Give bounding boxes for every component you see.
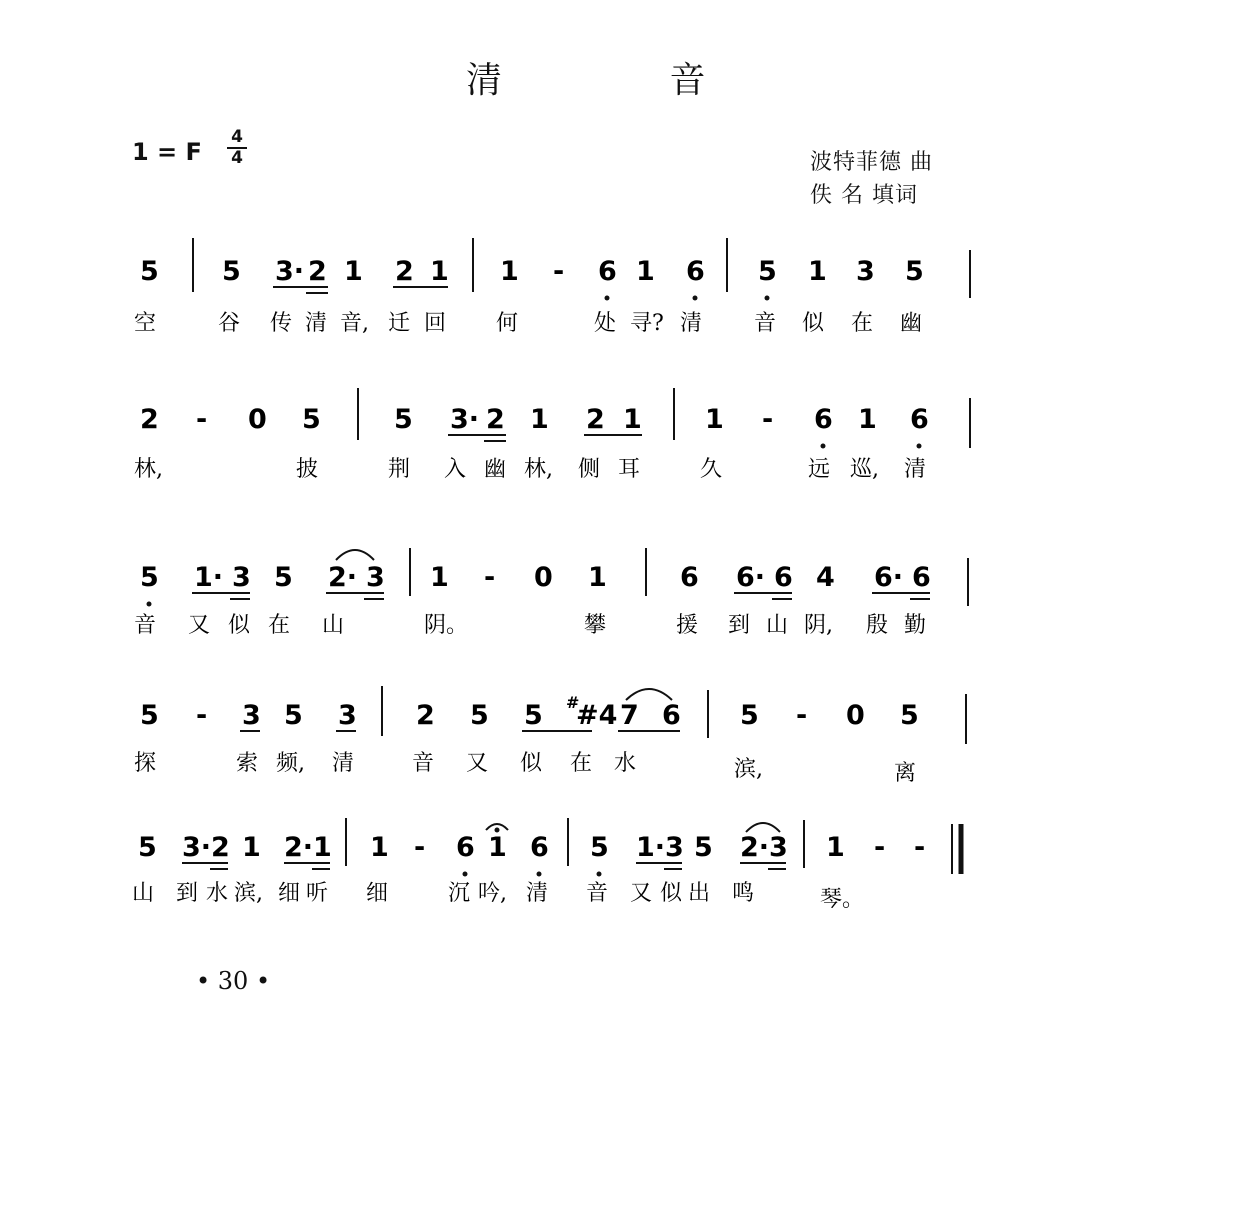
note: 5 <box>758 256 777 287</box>
note: 1 <box>623 404 642 435</box>
note: 5 <box>694 832 713 863</box>
note: 1 <box>430 562 449 593</box>
note: 3 <box>338 700 357 731</box>
note: 5 <box>905 256 924 287</box>
lyric: 阴, <box>804 613 833 638</box>
note: 1 <box>858 404 877 435</box>
note: 2·1 <box>284 832 332 863</box>
note: 3 <box>232 562 251 593</box>
note: 6 <box>598 256 617 287</box>
note: 3· <box>275 256 305 287</box>
lyric: 音, <box>340 311 369 336</box>
lyric: 音 <box>586 881 609 906</box>
lyric: 幽 <box>900 311 923 336</box>
note: 2 <box>586 404 605 435</box>
note: 3 <box>242 700 261 731</box>
note: - <box>196 700 208 731</box>
note: 5 <box>394 404 413 435</box>
lyric: 在 <box>570 751 593 776</box>
low-octave-dot <box>821 444 826 449</box>
lyric: 清 <box>904 457 927 482</box>
lyric: 回 <box>424 311 447 336</box>
low-octave-dot <box>597 872 602 877</box>
note: 6 <box>912 562 931 593</box>
note: 3 <box>366 562 385 593</box>
lyric: 琴。 <box>820 887 865 912</box>
note: 1· <box>194 562 224 593</box>
key-signature: 1 = F <box>132 138 202 166</box>
note: 1 <box>826 832 845 863</box>
note: 1 <box>344 256 363 287</box>
lyric: 勤 <box>904 613 927 638</box>
note: 1 <box>530 404 549 435</box>
note: 1 <box>488 832 507 863</box>
lyric: 沉 <box>448 881 471 906</box>
note: 6· <box>736 562 766 593</box>
note: 5 <box>900 700 919 731</box>
note: 1 <box>588 562 607 593</box>
note: 7 <box>620 700 639 731</box>
note: 1·3 <box>636 832 684 863</box>
low-octave-dot <box>463 872 468 877</box>
note: 1 <box>500 256 519 287</box>
lyric: 何 <box>496 311 519 336</box>
lyric: 鸣 <box>732 881 755 906</box>
slur <box>626 689 672 700</box>
lyric: 在 <box>268 613 291 638</box>
lyric: 处 <box>594 311 617 336</box>
note: 0 <box>534 562 553 593</box>
lyric: 入 <box>444 457 467 482</box>
composer-credit: 波特菲德 曲 <box>810 150 933 175</box>
lyric: 频, <box>276 751 305 776</box>
low-octave-dot <box>917 444 922 449</box>
song-title: 清 音 <box>466 60 784 101</box>
lyric: 久 <box>700 457 723 482</box>
lyric: 远 <box>808 457 831 482</box>
lyric: 又 <box>466 751 489 776</box>
note: - <box>796 700 808 731</box>
note: 6 <box>774 562 793 593</box>
lyric: 林, <box>524 457 553 482</box>
score-row-1 <box>134 238 970 336</box>
lyric: 细 <box>366 881 389 906</box>
lyric: 到 <box>176 881 199 906</box>
note: 5 <box>138 832 157 863</box>
note: 5 <box>140 256 159 287</box>
lyric: 索 <box>236 751 259 776</box>
low-octave-dot <box>765 296 770 301</box>
note: 5 <box>222 256 241 287</box>
high-octave-dot <box>495 828 500 833</box>
note: - <box>414 832 426 863</box>
lyric: 清 <box>305 311 328 336</box>
lyric: 水 <box>206 881 229 906</box>
lyric: 荆 <box>388 457 411 482</box>
lyric: 又 <box>188 613 211 638</box>
note: 6 <box>686 256 705 287</box>
note: 1 <box>636 256 655 287</box>
note: 5 <box>274 562 293 593</box>
time-signature-top: 4 <box>231 127 243 147</box>
lyric: 清 <box>332 751 355 776</box>
lyric: 山 <box>322 613 345 638</box>
note: 5 <box>140 562 159 593</box>
score-row-2 <box>134 388 970 482</box>
lyric: 似 <box>660 881 683 906</box>
lyric: 谷 <box>218 311 241 336</box>
note: 1 <box>430 256 449 287</box>
lyric: 又 <box>630 881 653 906</box>
note: 2 <box>395 256 414 287</box>
time-signature-bottom: 4 <box>231 148 243 168</box>
lyric: 到 <box>728 613 751 638</box>
lyric: 空 <box>134 311 157 336</box>
slur <box>746 823 780 832</box>
lyric: 幽 <box>484 457 507 482</box>
lyric: 殷 <box>866 613 889 638</box>
slur <box>336 550 374 560</box>
score-row-3 <box>134 548 968 638</box>
note: 5 <box>590 832 609 863</box>
note: 5 <box>140 700 159 731</box>
lyric: 披 <box>296 457 319 482</box>
note: 1 <box>705 404 724 435</box>
note: - <box>196 404 208 435</box>
note: 6 <box>910 404 929 435</box>
lyric: 耳 <box>618 457 641 482</box>
lyric: 探 <box>134 751 157 776</box>
lyric: 山 <box>132 881 155 906</box>
note: 6 <box>680 562 699 593</box>
note: 2 <box>416 700 435 731</box>
lyric: 清 <box>680 311 703 336</box>
page-number: • 30 • <box>196 967 271 995</box>
lyric: 林, <box>134 457 163 482</box>
note: 6 <box>662 700 681 731</box>
lyric: 水 <box>614 751 637 776</box>
lyric: 迁 <box>388 311 411 336</box>
lyric: 滨, <box>734 757 763 782</box>
lyric: 援 <box>676 613 699 638</box>
low-octave-dot <box>537 872 542 877</box>
note: - <box>484 562 496 593</box>
score-row-4 <box>134 686 966 786</box>
lyric: 寻? <box>630 311 664 336</box>
lyric: 音 <box>754 311 777 336</box>
lyric: 似 <box>520 751 543 776</box>
lyric: 细 <box>278 881 301 906</box>
sharp-sign: # <box>566 693 580 712</box>
note: 5 <box>284 700 303 731</box>
low-octave-dot <box>147 602 152 607</box>
note: 3· <box>450 404 480 435</box>
lyricist-credit: 佚 名 填词 <box>810 183 918 208</box>
lyric: 传 <box>270 311 293 336</box>
lyric: 侧 <box>578 457 601 482</box>
lyric: 在 <box>851 311 874 336</box>
note: 1 <box>808 256 827 287</box>
lyric: 出 <box>688 881 711 906</box>
lyric: 音 <box>412 751 435 776</box>
lyric: 离 <box>894 761 917 786</box>
note: - <box>874 832 886 863</box>
note: 2·3 <box>740 832 788 863</box>
note: 1 <box>242 832 261 863</box>
note: - <box>553 256 565 287</box>
note: 3 <box>856 256 875 287</box>
note: 0 <box>846 700 865 731</box>
low-octave-dot <box>605 296 610 301</box>
note: 4 <box>816 562 835 593</box>
note: #4 <box>576 700 618 731</box>
note: 6 <box>530 832 549 863</box>
lyric: 攀 <box>584 613 607 638</box>
low-octave-dot <box>693 296 698 301</box>
note: 6· <box>874 562 904 593</box>
lyric: 吟, <box>478 881 507 906</box>
lyric: 巡, <box>850 457 879 482</box>
lyric: 阴。 <box>424 613 469 638</box>
note: 5 <box>470 700 489 731</box>
note: 0 <box>248 404 267 435</box>
lyric: 似 <box>802 311 825 336</box>
note: 5 <box>302 404 321 435</box>
lyric: 似 <box>228 613 251 638</box>
note: 2 <box>486 404 505 435</box>
note: - <box>762 404 774 435</box>
lyric: 滨, <box>234 881 263 906</box>
note: 3·2 <box>182 832 230 863</box>
note: - <box>914 832 926 863</box>
note: 2 <box>140 404 159 435</box>
note: 1 <box>370 832 389 863</box>
note: 2 <box>308 256 327 287</box>
lyric: 山 <box>766 613 789 638</box>
lyric: 音 <box>134 613 157 638</box>
note: 2· <box>328 562 358 593</box>
note: 6 <box>814 404 833 435</box>
lyric: 清 <box>526 881 549 906</box>
note: 6 <box>456 832 475 863</box>
note: 5 <box>740 700 759 731</box>
note: 5 <box>524 700 543 731</box>
score-row-5 <box>132 818 961 912</box>
lyric: 听 <box>306 881 329 906</box>
